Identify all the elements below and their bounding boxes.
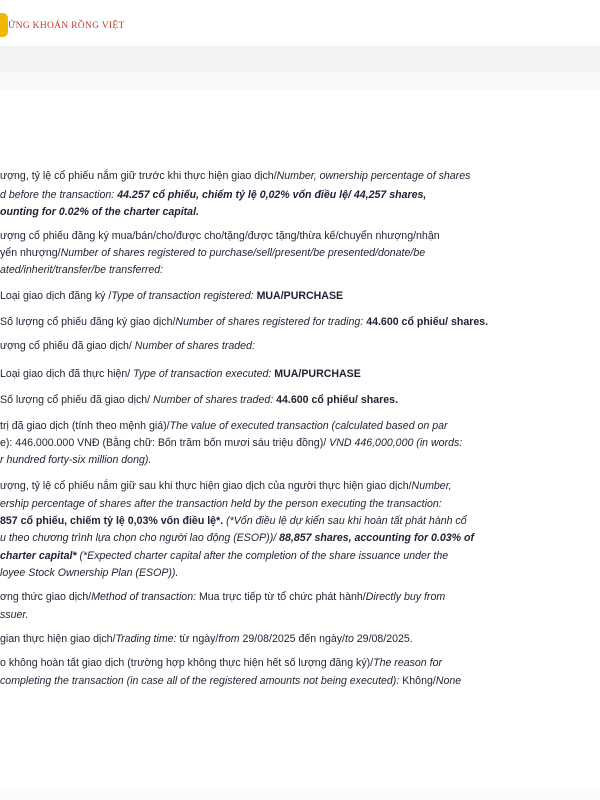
text-segment: Number of shares traded: — [153, 394, 277, 406]
text-segment: Trading time: — [115, 633, 180, 645]
text-segment: ượng, tỷ lệ cổ phiếu nắm giữ trước khi thực hiện giao dịch/ — [0, 170, 277, 182]
text-line — [0, 435, 600, 451]
text-line — [0, 314, 600, 330]
text-line — [0, 228, 600, 244]
text-segment: ượng cổ phiếu đăng ký mua/bán/cho/được cho/tặng/được tặng/thừa kế/chuyển nhượng/nhận — [0, 230, 440, 242]
text-segment: 44.257 cổ phiếu, chiếm tỷ lệ 0,02% vốn điều lệ/ 44,257 shares, — [117, 189, 427, 201]
text-segment: loyee Stock Ownership Plan (ESOP)). — [0, 567, 179, 579]
text-line — [0, 655, 600, 671]
text-line — [0, 589, 600, 605]
text-segment: từ ngày/ — [179, 633, 219, 645]
text-line — [0, 262, 600, 278]
text-segment: Không/ — [402, 675, 436, 687]
text-segment: ated/inherit/transfer/be transferred: — [0, 264, 164, 276]
letterhead-band — [0, 46, 600, 72]
text-line — [0, 418, 600, 434]
text-segment: completing the transaction (in case all of the registered amounts not being executed): — [0, 675, 403, 687]
text-segment: Number of shares registered to purchase/sell/present/be presented/donate/be — [60, 247, 426, 259]
text-segment: Mua trực tiếp từ tổ chức phát hành/ — [198, 591, 366, 603]
text-line — [0, 631, 600, 647]
text-line — [0, 530, 600, 546]
text-segment: 29/08/2025. — [356, 633, 413, 645]
text-segment: Số lượng cổ phiếu đăng ký giao dịch/ — [0, 316, 176, 328]
text-segment: e): 446.000.000 VNĐ (Bằng chữ: Bốn trăm bốn mươi sáu triệu đồng)/ — [0, 437, 330, 449]
text-segment: 44.600 cổ phiếu/ shares. — [276, 394, 399, 406]
text-segment: to — [345, 633, 357, 645]
text-line — [0, 607, 600, 623]
text-segment: Số lượng cổ phiếu đã giao dịch/ — [0, 394, 154, 406]
text-segment: Loại giao dịch đã thực hiện/ — [0, 368, 134, 380]
text-segment: 857 cổ phiếu, chiếm tỷ lệ 0,03% vốn điều lệ*. — [0, 515, 227, 527]
text-segment: Number of shares traded: — [134, 340, 255, 352]
text-segment: from — [218, 633, 243, 645]
text-segment: Number, — [411, 480, 452, 492]
text-segment: Method of transaction: — [91, 591, 199, 603]
text-segment: r hundred forty-six million dong). — [0, 454, 152, 466]
text-segment: (*Expected charter capital after the completion of the share issuance under the — [79, 550, 449, 562]
company-name: ỨNG KHOÁN RỒNG VIỆT — [8, 21, 125, 31]
text-line — [0, 513, 600, 529]
text-line — [0, 392, 600, 408]
text-segment: Number of shares registered for trading: — [175, 316, 367, 328]
letterhead-sub-band — [0, 72, 600, 90]
letterhead — [0, 0, 600, 48]
text-segment: Loại giao dịch đăng ký / — [0, 290, 112, 302]
text-segment: The reason for — [373, 657, 443, 669]
text-segment: yển nhượng/ — [0, 247, 61, 259]
text-segment: ơng thức giao dịch/ — [0, 591, 92, 603]
text-segment: d before the transaction: — [0, 189, 118, 201]
text-line — [0, 187, 600, 203]
company-logo-icon — [0, 13, 8, 37]
page-bottom — [0, 790, 600, 800]
text-segment: ership percentage of shares after the transaction held by the person executing the transaction: — [0, 498, 442, 510]
text-segment: MUA/PURCHASE — [274, 368, 361, 380]
text-segment: u theo chương trình lựa chọn cho người lao động (ESOP))/ — [0, 532, 280, 544]
text-segment: o không hoàn tất giao dịch (trường hợp không thực hiện hết số lượng đăng ký)/ — [0, 657, 374, 669]
text-line — [0, 548, 600, 564]
text-segment: The value of executed transaction (calculated based on par — [169, 420, 448, 432]
text-line — [0, 478, 600, 494]
text-line — [0, 673, 600, 689]
text-line — [0, 338, 600, 354]
text-segment: (*Vốn điều lệ dự kiến sau khi hoàn tất phát hành cổ — [226, 515, 467, 527]
text-line — [0, 245, 600, 261]
text-line — [0, 496, 600, 512]
text-line — [0, 565, 600, 581]
text-segment: Type of transaction executed: — [133, 368, 275, 380]
text-segment: 44.600 cổ phiếu/ shares. — [366, 316, 489, 328]
text-segment: Type of transaction registered: — [111, 290, 257, 302]
text-segment: ượng, tỷ lệ cổ phiếu nắm giữ sau khi thực hiện giao dịch của người thực hiện giao dịch/ — [0, 480, 412, 492]
text-line — [0, 204, 600, 220]
text-segment: Directly buy from — [365, 591, 446, 603]
text-segment: MUA/PURCHASE — [256, 290, 344, 302]
text-segment: None — [435, 675, 462, 687]
text-segment: ượng cổ phiếu đã giao dịch/ — [0, 340, 135, 352]
text-segment: 88,857 shares, accounting for 0.03% of — [279, 532, 475, 544]
text-line — [0, 168, 600, 184]
text-segment: Number, ownership percentage of shares — [276, 170, 471, 182]
text-segment: charter capital* — [0, 550, 80, 562]
text-line — [0, 366, 600, 382]
text-line — [0, 288, 600, 304]
text-segment: 29/08/2025 đến ngày/ — [242, 633, 345, 645]
text-line — [0, 452, 600, 468]
text-segment: gian thực hiện giao dịch/ — [0, 633, 116, 645]
text-segment: trị đã giao dịch (tính theo mệnh giá)/ — [0, 420, 170, 432]
text-segment: ounting for 0.02% of the charter capital. — [0, 206, 199, 218]
text-segment: ssuer. — [0, 609, 29, 621]
text-segment: VND 446,000,000 (in words: — [329, 437, 463, 449]
